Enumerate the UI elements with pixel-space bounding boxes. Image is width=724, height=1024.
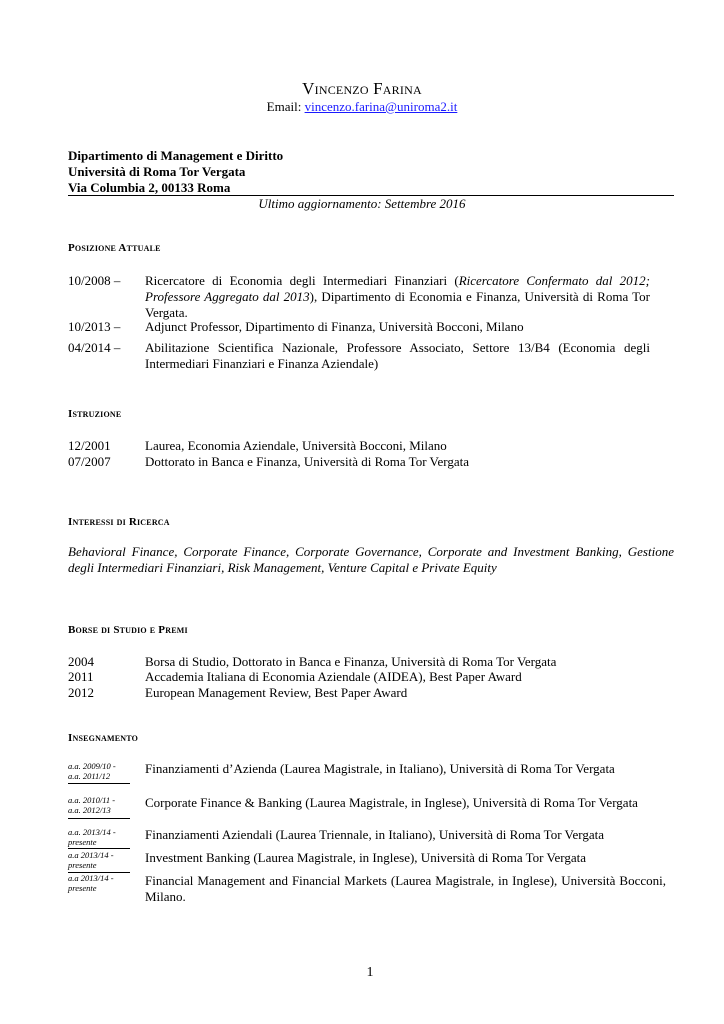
teaching-separator bbox=[68, 818, 130, 819]
position-date: 04/2014 – bbox=[68, 340, 121, 355]
award-year: 2004 bbox=[68, 654, 94, 669]
address-block bbox=[68, 148, 283, 196]
position-description bbox=[145, 273, 650, 321]
teaching-period-start: a.a 2013/14 - bbox=[68, 850, 114, 860]
award-item bbox=[68, 669, 650, 685]
position-item bbox=[68, 319, 650, 335]
section-title-insegnamento: Insegnamento bbox=[68, 732, 139, 744]
teaching-item bbox=[68, 827, 666, 847]
teaching-period bbox=[68, 827, 140, 847]
position-item bbox=[68, 273, 650, 321]
section-title-posizione: Posizione Attuale bbox=[68, 242, 161, 254]
teaching-item bbox=[68, 873, 666, 905]
education-item bbox=[68, 438, 650, 454]
teaching-period-start: a.a 2013/14 - bbox=[68, 873, 114, 883]
position-item bbox=[68, 340, 650, 372]
teaching-course: Finanziamenti d’Azienda (Laurea Magistrale, in Italiano), Università di Roma Tor Vergata bbox=[145, 761, 615, 776]
page-number: 1 bbox=[366, 965, 374, 980]
teaching-item bbox=[68, 795, 666, 815]
teaching-period bbox=[68, 873, 140, 893]
award-description: European Management Review, Best Paper Award bbox=[145, 685, 408, 700]
author-name: Vincenzo Farina bbox=[302, 79, 422, 98]
teaching-separator bbox=[68, 848, 130, 849]
teaching-course: Financial Management and Financial Markets (Laurea Magistrale, in Inglese), Università Bocconi, Milano. bbox=[145, 873, 666, 904]
teaching-period-end: a.a. 2012/13 bbox=[68, 805, 111, 815]
education-date: 12/2001 bbox=[68, 438, 111, 453]
address-line-university: Università di Roma Tor Vergata bbox=[68, 164, 246, 179]
education-item bbox=[68, 454, 650, 470]
teaching-period-start: a.a. 2009/10 - bbox=[68, 761, 116, 771]
award-description: Accademia Italiana di Economia Aziendale (AIDEA), Best Paper Award bbox=[145, 669, 522, 684]
teaching-period-start: a.a. 2013/14 - bbox=[68, 827, 116, 837]
teaching-course: Investment Banking (Laurea Magistrale, in Inglese), Università di Roma Tor Vergata bbox=[145, 850, 586, 865]
teaching-period-end: a.a. 2011/12 bbox=[68, 771, 111, 781]
position-text: Ricercatore di Economia degli Intermediari Finanziari ( bbox=[145, 273, 459, 288]
teaching-period bbox=[68, 850, 140, 870]
teaching-period-end: presente bbox=[68, 837, 97, 847]
teaching-course: Finanziamenti Aziendali (Laurea Triennale, in Italiano), Università di Roma Tor Vergata bbox=[145, 827, 605, 842]
research-interests: Behavioral Finance, Corporate Finance, Corporate Governance, Corporate and Investment Banking, Gestione degli Intermediari Finanziari, Risk Management, Venture Capital e Private Equity bbox=[68, 544, 674, 575]
email-label: Email: bbox=[266, 99, 302, 114]
address-line-department: Dipartimento di Management e Diritto bbox=[68, 148, 284, 163]
address-line-street: Via Columbia 2, 00133 Roma bbox=[68, 180, 231, 195]
teaching-separator bbox=[68, 783, 130, 784]
award-description: Borsa di Studio, Dottorato in Banca e Finanza, Università di Roma Tor Vergata bbox=[145, 654, 557, 669]
education-date: 07/2007 bbox=[68, 454, 111, 469]
teaching-item bbox=[68, 850, 666, 870]
position-description: Adjunct Professor, Dipartimento di Finanza, Università Bocconi, Milano bbox=[145, 319, 524, 334]
position-text: ), Dipartimento di Economia e Finanza, Università di Roma Tor Vergata. bbox=[145, 289, 651, 320]
education-description: Laurea, Economia Aziendale, Università Bocconi, Milano bbox=[145, 438, 447, 453]
email-line bbox=[0, 99, 724, 115]
position-description: Abilitazione Scientifica Nazionale, Professore Associato, Settore 13/B4 (Economia degli Intermediari Finanziari e Finanza Aziendale) bbox=[145, 340, 650, 371]
teaching-period-end: presente bbox=[68, 883, 97, 893]
award-item bbox=[68, 654, 650, 670]
teaching-period bbox=[68, 761, 140, 781]
education-description: Dottorato in Banca e Finanza, Università di Roma Tor Vergata bbox=[145, 454, 470, 469]
section-title-istruzione: Istruzione bbox=[68, 408, 122, 420]
section-title-interessi: Interessi di Ricerca bbox=[68, 516, 170, 528]
award-year: 2011 bbox=[68, 669, 94, 684]
teaching-period-start: a.a. 2010/11 - bbox=[68, 795, 116, 805]
teaching-period-end: presente bbox=[68, 860, 97, 870]
award-item bbox=[68, 685, 650, 701]
position-text-italic: Ricercatore Confermato dal 2012; Professore Aggregato dal 2013 bbox=[145, 273, 651, 304]
last-updated: Ultimo aggiornamento: Settembre 2016 bbox=[258, 196, 466, 211]
award-year: 2012 bbox=[68, 685, 94, 700]
teaching-item bbox=[68, 761, 666, 781]
teaching-period bbox=[68, 795, 140, 815]
position-date: 10/2008 – bbox=[68, 273, 121, 288]
email-link[interactable]: vincenzo.farina@uniroma2.it bbox=[304, 99, 458, 114]
teaching-course: Corporate Finance & Banking (Laurea Magistrale, in Inglese), Università di Roma Tor Vergata bbox=[145, 795, 638, 810]
position-date: 10/2013 – bbox=[68, 319, 121, 334]
section-title-borse: Borse di Studio e Premi bbox=[68, 624, 188, 636]
